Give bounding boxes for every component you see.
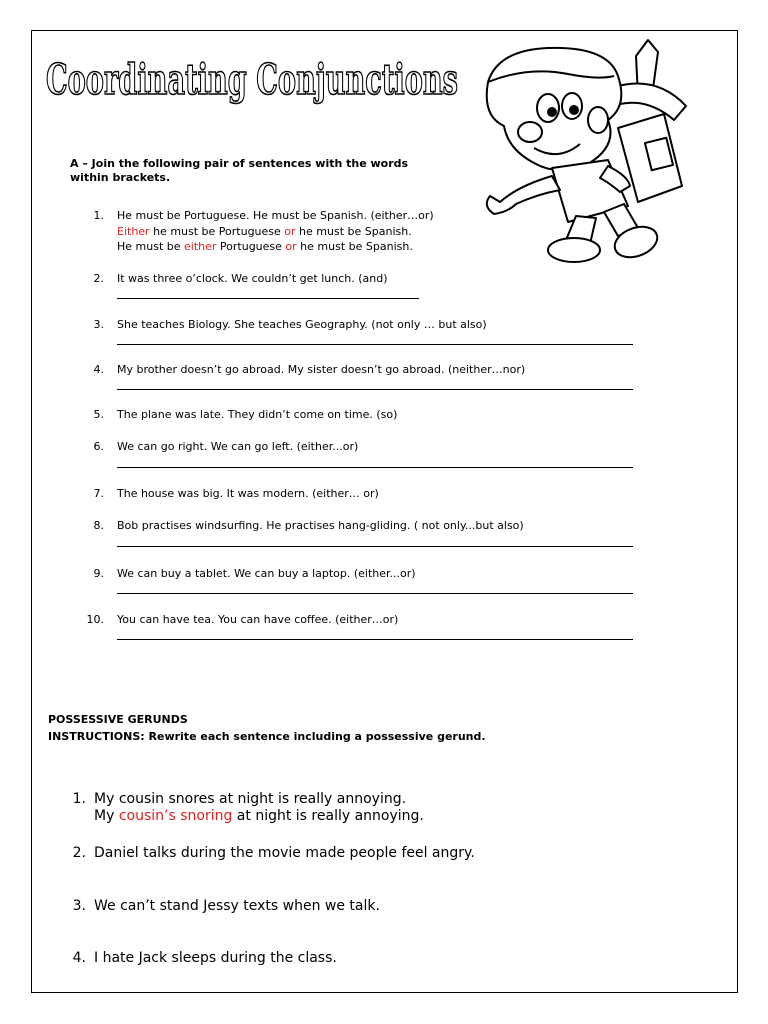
item-number: 3. <box>72 898 86 914</box>
answer-line <box>117 389 633 390</box>
answer-line <box>117 639 633 640</box>
item-number: 5. <box>93 408 104 421</box>
example-question: He must be Portuguese. He must be Spanish. (either…or) <box>117 209 434 222</box>
conjunction-highlight: or <box>284 225 296 238</box>
example-answer-1 <box>117 225 412 238</box>
answer-text: he must be Portuguese <box>149 225 285 238</box>
item-number: 7. <box>93 487 104 500</box>
item-sentence: We can go right. We can go left. (either...or) <box>117 440 359 453</box>
gerund-example-answer <box>94 808 424 824</box>
gerund-sentence: We can’t stand Jessy texts when we talk. <box>94 898 380 914</box>
gerund-sentence: I hate Jack sleeps during the class. <box>94 950 337 966</box>
section-b-instruction <box>48 728 486 745</box>
answer-line <box>117 546 633 547</box>
instruction-text: Rewrite each sentence including a possessive gerund. <box>144 730 486 743</box>
section-b-heading: POSSESSIVE GERUNDS <box>48 713 188 726</box>
answer-text: he must be Spanish. <box>295 225 412 238</box>
answer-text: He must be <box>117 240 185 253</box>
answer-line <box>117 344 633 345</box>
item-sentence: You can have tea. You can have coffee. (either…or) <box>117 613 399 626</box>
answer-line <box>117 467 633 468</box>
item-sentence: Bob practises windsurfing. He practises hang-gliding. ( not only...but also) <box>117 519 524 532</box>
conjunction-highlight: or <box>285 240 297 253</box>
item-number: 4. <box>93 363 104 376</box>
gerund-highlight: cousin’s snoring <box>118 808 233 824</box>
item-number: 1. <box>72 791 86 807</box>
answer-text: he must be Spanish. <box>296 240 413 253</box>
item-sentence: She teaches Biology. She teaches Geography. (not only … but also) <box>117 318 487 331</box>
item-sentence: The plane was late. They didn’t come on time. (so) <box>117 408 398 421</box>
item-number: 4. <box>72 950 86 966</box>
example-answer-2 <box>117 240 413 253</box>
item-number: 6. <box>93 440 104 453</box>
item-sentence: The house was big. It was modern. (either… or) <box>117 487 379 500</box>
item-number: 8. <box>93 519 104 532</box>
answer-line <box>117 298 419 299</box>
answer-text: Portuguese <box>216 240 286 253</box>
item-sentence: We can buy a tablet. We can buy a laptop. (either...or) <box>117 567 416 580</box>
cartoon-boy-illustration <box>468 36 706 268</box>
section-b-header <box>48 711 486 745</box>
conjunction-highlight: Either <box>117 225 150 238</box>
item-number: 2. <box>93 272 104 285</box>
item-number: 10. <box>86 613 104 626</box>
section-a-instruction: A – Join the following pair of sentences with the words within brackets. <box>70 157 409 184</box>
gerund-example-sentence: My cousin snores at night is really annoying. <box>94 791 407 807</box>
item-number: 3. <box>93 318 104 331</box>
item-sentence: My brother doesn’t go abroad. My sister doesn’t go abroad. (neither…nor) <box>117 363 526 376</box>
title-text: Coordinating Conjunctions <box>46 55 458 104</box>
item-sentence: It was three o’clock. We couldn’t get lunch. (and) <box>117 272 388 285</box>
answer-line <box>117 593 633 594</box>
item-number: 9. <box>93 567 104 580</box>
instruction-label: INSTRUCTIONS: <box>48 730 145 743</box>
answer-text: My <box>94 808 119 824</box>
item-number: 1. <box>93 209 104 222</box>
gerund-sentence: Daniel talks during the movie made people feel angry. <box>94 845 475 861</box>
answer-text: at night is really annoying. <box>232 808 424 824</box>
worksheet-title <box>44 50 464 106</box>
item-number: 2. <box>72 845 86 861</box>
conjunction-highlight: either <box>184 240 217 253</box>
